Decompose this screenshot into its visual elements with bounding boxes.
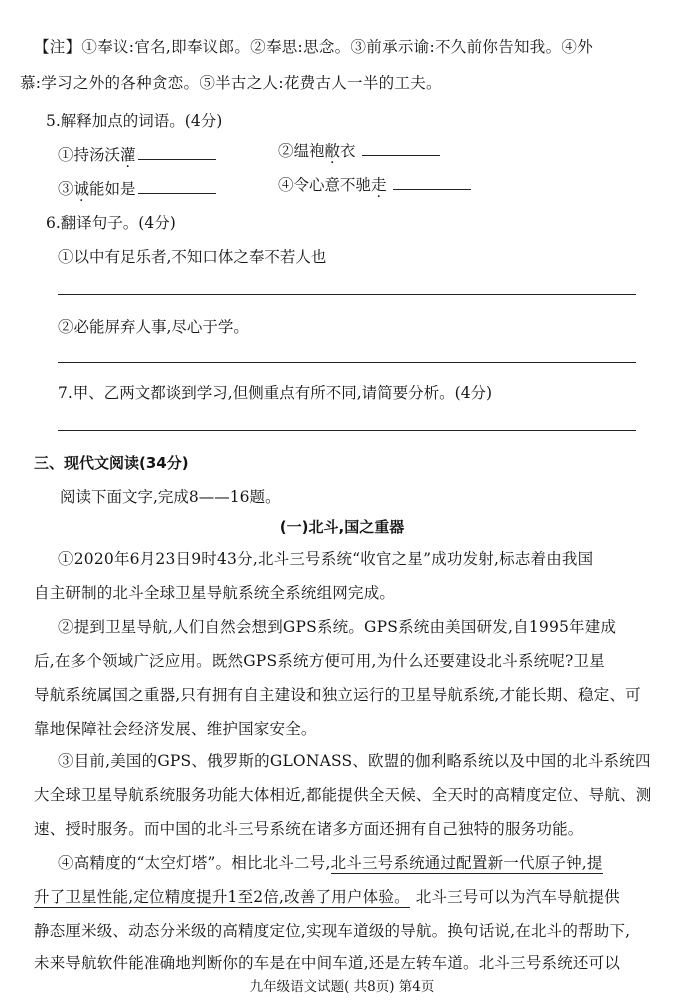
q5-item-4-dotted: 走 <box>371 176 387 194</box>
p3-line-2: 大全球卫星导航系统服务功能大体相近,都能提供全天候、全天时的高精度定位、导航、测 <box>34 786 652 804</box>
p3-line-3: 速、授时服务。而中国的北斗三号系统在诸多方面还拥有自己独特的服务功能。 <box>34 820 584 838</box>
q6-title: 6.翻译句子。(4分) <box>46 214 176 232</box>
p3-line-1: ③目前,美国的GPS、俄罗斯的GLONASS、欧盟的伽利略系统以及中国的北斗系统四 <box>58 752 651 770</box>
q6-sentence-1: ①以中有足乐者,不知口体之奉不若人也 <box>58 248 327 266</box>
q5-item-1-text: ①持汤沃 <box>58 146 121 164</box>
q7-answer-line[interactable] <box>58 430 636 431</box>
q5-item-1 <box>58 144 216 166</box>
q5-item-3 <box>58 178 216 200</box>
q6-sentence-2: ②必能屏弃人事,尽心于学。 <box>58 318 249 336</box>
p1-line-2: 自主研制的北斗全球卫星导航系统全系统组网完成。 <box>34 584 396 602</box>
p1-line-1: ①2020年6月23日9时43分,北斗三号系统“收官之星”成功发射,标志着由我国 <box>58 550 594 568</box>
q5-item-4 <box>278 174 471 196</box>
p4-line-1-plain: ④高精度的“太空灯塔”。相比北斗二号, <box>58 854 331 872</box>
p4-line-4: 未来导航软件能准确地判断你的车是在中间车道,还是左转车道。北斗三号系统还可以 <box>34 954 621 972</box>
p4-line-2 <box>34 886 620 908</box>
p2-line-4: 靠地保障社会经济发展、维护国家安全。 <box>34 720 317 738</box>
q5-item-2-dotted: 敝 <box>324 142 341 160</box>
p2-line-1: ②提到卫星导航,人们自然会想到GPS系统。GPS系统由美国研发,自1995年建成 <box>58 618 617 636</box>
q5-item-1-dotted: 灌 <box>120 146 136 164</box>
q5-item-1-blank[interactable] <box>138 145 216 160</box>
note-line-2: 慕:学习之外的各种贪恋。⑤半古之人:花费古人一半的工夫。 <box>20 74 442 92</box>
p4-line-1-underlined: 北斗三号系统通过配置新一代原子钟,提 <box>330 854 603 872</box>
page-footer: 九年级语文试题( 共8页) 第4页 <box>249 979 435 995</box>
p4-line-1 <box>58 852 603 874</box>
q6-answer-line-2[interactable] <box>58 362 636 363</box>
q5-item-2 <box>278 140 440 162</box>
section-heading: 三、现代文阅读(34分) <box>34 454 189 472</box>
note-line-1: 【注】①奉议:官名,即奉议郎。②奉思:思念。③前承示谕:不久前你告知我。④外 <box>34 38 593 56</box>
p2-line-2: 后,在多个领域广泛应用。既然GPS系统方便可用,为什么还要建设北斗系统呢?卫星 <box>34 652 605 670</box>
q5-item-4-text: ④令心意不驰 <box>278 176 372 194</box>
p4-line-2-underlined: 升了卫星性能,定位精度提升1至2倍,改善了用户体验。 <box>34 888 410 906</box>
q7-title: 7.甲、乙两文都谈到学习,但侧重点有所不同,请简要分析。(4分) <box>58 384 493 402</box>
q5-item-2-blank[interactable] <box>362 141 440 156</box>
q5-item-4-blank[interactable] <box>393 175 471 190</box>
q5-title: 5.解释加点的词语。(4分) <box>46 112 223 130</box>
section-instruction: 阅读下面文字,完成8——16题。 <box>60 488 281 506</box>
q5-item-3-text-post: 能如是 <box>89 180 136 198</box>
q5-item-3-dotted: 诚 <box>73 180 90 198</box>
q5-item-3-blank[interactable] <box>138 179 216 194</box>
p4-line-3: 静态厘米级、动态分米级的高精度定位,实现车道级的导航。换句话说,在北斗的帮助下, <box>34 922 631 940</box>
passage-title: (一)北斗,国之重器 <box>279 518 405 536</box>
q5-item-2-text: ②缊袍 <box>278 142 325 160</box>
p2-line-3: 导航系统属国之重器,只有拥有自主建设和独立运行的卫星导航系统,才能长期、稳定、可 <box>34 686 641 704</box>
p4-line-2-plain: 北斗三号可以为汽车导航提供 <box>415 888 620 906</box>
q5-item-2-text-post: 衣 <box>340 142 356 160</box>
q5-item-3-text: ③ <box>58 180 74 198</box>
q6-answer-line-1[interactable] <box>58 294 636 295</box>
